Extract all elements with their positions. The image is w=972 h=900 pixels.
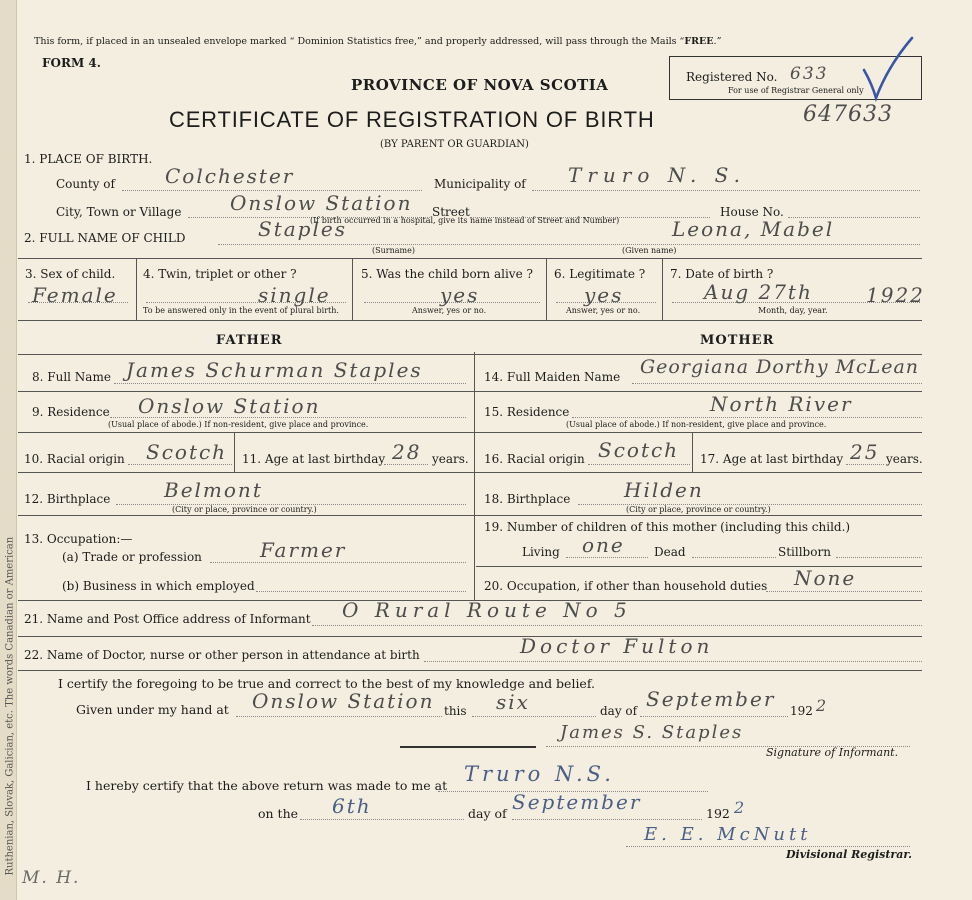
mother-birthplace-value: Hilden — [624, 478, 704, 502]
check-mark-icon — [860, 36, 920, 106]
mother-residence-value: North River — [710, 392, 853, 416]
rule-racial — [18, 432, 922, 433]
informant-signature: James S. Staples — [560, 722, 744, 743]
month-value: September — [646, 687, 776, 711]
registered-value: 633 — [790, 64, 829, 84]
mother-residence-label: 15. Residence — [484, 405, 570, 419]
document-subtitle: (BY PARENT OR GUARDIAN) — [380, 139, 529, 150]
father-racial-line — [128, 464, 232, 465]
mother-occupation-line — [766, 591, 922, 592]
mother-age-divider — [692, 432, 693, 472]
row3-divider-2 — [352, 258, 353, 320]
father-residence-note: (Usual place of abode.) If non-resident, give place and province. — [108, 420, 369, 429]
twin-value: single — [258, 283, 331, 307]
dob-year: 1922 — [866, 283, 925, 307]
registrar-month-line — [512, 819, 702, 820]
dob-label: 7. Date of birth ? — [670, 267, 774, 281]
stillborn-label: Stillborn — [778, 545, 831, 559]
left-margin-strip — [0, 0, 17, 900]
father-heading: FATHER — [216, 333, 283, 348]
rule-birthplace — [18, 472, 922, 473]
father-name-label: 8. Full Name — [32, 370, 111, 384]
father-age-years: years. — [432, 452, 469, 466]
rule-doctor — [18, 636, 922, 637]
father-racial-value: Scotch — [146, 440, 228, 464]
given-under-label: Given under my hand at — [76, 702, 229, 717]
on-the-label: on the — [258, 806, 299, 821]
mother-racial-label: 16. Racial origin — [484, 452, 585, 466]
city-label: City, Town or Village — [56, 205, 182, 219]
twin-note: To be answered only in the event of plural birth. — [143, 306, 339, 315]
living-label: Living — [522, 545, 560, 559]
stillborn-line — [836, 557, 922, 558]
child-given-name: Leona, Mabel — [672, 217, 835, 241]
dead-label: Dead — [654, 545, 686, 559]
father-trade-line — [210, 562, 466, 563]
father-name-line — [114, 383, 466, 384]
registrar-signature: E. E. McNutt — [644, 824, 812, 845]
sex-label: 3. Sex of child. — [25, 267, 116, 281]
year-value: 2 — [816, 696, 829, 715]
year-prefix: 192 — [790, 704, 813, 718]
father-age-value: 28 — [392, 440, 422, 464]
registrar-month-value: September — [512, 790, 642, 814]
registrar-statement: I hereby certify that the above return was made to me at — [86, 778, 448, 793]
municipality-line — [532, 190, 920, 191]
mother-occupation-value: None — [794, 566, 857, 590]
given-place-line — [236, 716, 442, 717]
alive-value: yes — [440, 283, 480, 307]
father-business-label: (b) Business in which employed — [62, 579, 255, 593]
row3-divider-3 — [546, 258, 547, 320]
alive-note: Answer, yes or no. — [412, 306, 487, 315]
row3-divider-4 — [662, 258, 663, 320]
legitimate-note: Answer, yes or no. — [566, 306, 641, 315]
sex-value: Female — [32, 283, 118, 307]
hospital-note: (If birth occurred in a hospital, give its name instead of Street and Number) — [310, 216, 620, 225]
doctor-label: 22. Name of Doctor, nurse or other person in attendance at birth — [24, 648, 420, 662]
house-number-label: House No. — [720, 205, 784, 219]
month-line — [640, 716, 788, 717]
row3-divider-1 — [136, 258, 137, 320]
living-line — [566, 557, 648, 558]
parents-top-rule — [18, 354, 922, 355]
mother-name-value: Georgiana Dorthy McLean — [640, 356, 920, 378]
dead-line — [692, 557, 776, 558]
registrar-year-value: 2 — [734, 798, 747, 817]
twin-label: 4. Twin, triplet or other ? — [143, 267, 297, 281]
municipality-label: Municipality of — [434, 177, 526, 191]
street-label: Street — [432, 205, 470, 219]
doctor-value: Doctor Fulton — [520, 634, 714, 658]
father-trade-value: Farmer — [260, 538, 347, 562]
mother-age-label: 17. Age at last birthday — [700, 452, 844, 466]
doctor-line — [424, 661, 922, 662]
father-trade-label: (a) Trade or profession — [62, 550, 202, 564]
mother-age-line — [846, 464, 884, 465]
stamp-number: 647633 — [803, 102, 893, 127]
father-occupation-label: 13. Occupation:— — [24, 532, 133, 546]
father-racial-label: 10. Racial origin — [24, 452, 125, 466]
father-residence-value: Onslow Station — [138, 394, 321, 418]
row3-bottom-rule — [18, 320, 922, 321]
mail-notice-end: .” — [713, 36, 722, 47]
signature-dash — [400, 746, 536, 748]
mother-birthplace-note: (City or place, province or country.) — [626, 505, 771, 514]
registrar-day-value: 6th — [332, 794, 372, 818]
legitimate-label: 6. Legitimate ? — [554, 267, 646, 281]
dob-note: Month, day, year. — [758, 306, 828, 315]
mother-name-label: 14. Full Maiden Name — [484, 370, 621, 384]
rule-occupation — [18, 515, 922, 516]
registrar-place-value: Truro N.S. — [464, 762, 615, 786]
this-label: this — [444, 704, 467, 718]
mother-racial-value: Scotch — [598, 438, 680, 462]
father-birthplace-label: 12. Birthplace — [24, 492, 111, 506]
registered-label: Registered No. — [686, 70, 778, 84]
mail-notice-free: FREE — [684, 36, 714, 47]
mail-notice — [34, 36, 721, 47]
mother-age-years: years. — [886, 452, 923, 466]
document-title: CERTIFICATE OF REGISTRATION OF BIRTH — [169, 107, 655, 132]
signature-caption: Signature of Informant. — [766, 746, 899, 759]
registrar-signature-line — [626, 846, 910, 847]
alive-label: 5. Was the child born alive ? — [361, 267, 533, 281]
father-name-value: James Schurman Staples — [126, 358, 423, 382]
father-age-label: 11. Age at last birthday — [242, 452, 386, 466]
mother-residence-line — [572, 417, 922, 418]
mother-residence-note: (Usual place of abode.) If non-resident, give place and province. — [566, 420, 827, 429]
mother-occupation-label: 20. Occupation, if other than household duties — [484, 579, 768, 593]
province-heading: PROVINCE OF NOVA SCOTIA — [351, 76, 609, 94]
row3-top-rule — [18, 258, 922, 259]
father-age-divider — [234, 432, 235, 472]
child-surname: Staples — [258, 217, 347, 241]
child-name-line — [218, 244, 920, 245]
municipality-value: Truro N. S. — [568, 163, 747, 187]
mother-name-line — [632, 383, 922, 384]
father-birthplace-note: (City or place, province or country.) — [172, 505, 317, 514]
informant-value: O Rural Route No 5 — [342, 598, 632, 622]
day-value: six — [496, 690, 530, 714]
mother-children-label: 19. Number of children of this mother (including this child.) — [484, 520, 851, 534]
day-of-label: day of — [600, 704, 638, 718]
parents-divider — [474, 352, 475, 600]
mother-age-value: 25 — [850, 440, 880, 464]
surname-caption: (Surname) — [372, 246, 415, 255]
mail-notice-text: This form, if placed in an unsealed envelope marked “ Dominion Statistics free,” and properly addressed, will pass through the Mails “ — [34, 36, 685, 47]
day-line — [472, 716, 596, 717]
rule-certify — [18, 670, 922, 671]
father-birthplace-value: Belmont — [164, 478, 263, 502]
place-of-birth-label: 1. PLACE OF BIRTH. — [24, 152, 153, 166]
certify-statement: I certify the foregoing to be true and correct to the best of my knowledge and belief. — [58, 676, 595, 691]
dob-value: Aug 27th — [704, 280, 813, 304]
corner-initials: M. H. — [22, 868, 81, 888]
mother-birthplace-label: 18. Birthplace — [484, 492, 571, 506]
form-number: FORM 4. — [42, 56, 101, 70]
father-residence-label: 9. Residence — [32, 405, 110, 419]
given-place-value: Onslow Station — [252, 689, 435, 713]
registrar-caption: Divisional Registrar. — [786, 848, 912, 861]
registrar-day-of-label: day of — [468, 806, 507, 821]
child-name-label: 2. FULL NAME OF CHILD — [24, 231, 186, 245]
legitimate-value: yes — [584, 283, 624, 307]
county-value: Colchester — [165, 164, 295, 188]
city-value: Onslow Station — [230, 191, 413, 215]
informant-label: 21. Name and Post Office address of Informant — [24, 612, 311, 626]
mother-racial-line — [588, 464, 690, 465]
father-business-line — [256, 591, 466, 592]
informant-line — [312, 625, 922, 626]
living-value: one — [582, 533, 625, 557]
mother-heading: MOTHER — [700, 333, 775, 348]
father-age-line — [384, 464, 428, 465]
registrar-use-note: For use of Registrar General only — [728, 86, 864, 95]
side-margin-text: Ruthenian, Slovak, Galician, etc. The words Canadian or American — [4, 536, 16, 876]
given-name-caption: (Given name) — [622, 246, 677, 255]
registrar-year-prefix: 192 — [706, 806, 730, 821]
county-label: County of — [56, 177, 115, 191]
registrar-day-line — [300, 819, 464, 820]
